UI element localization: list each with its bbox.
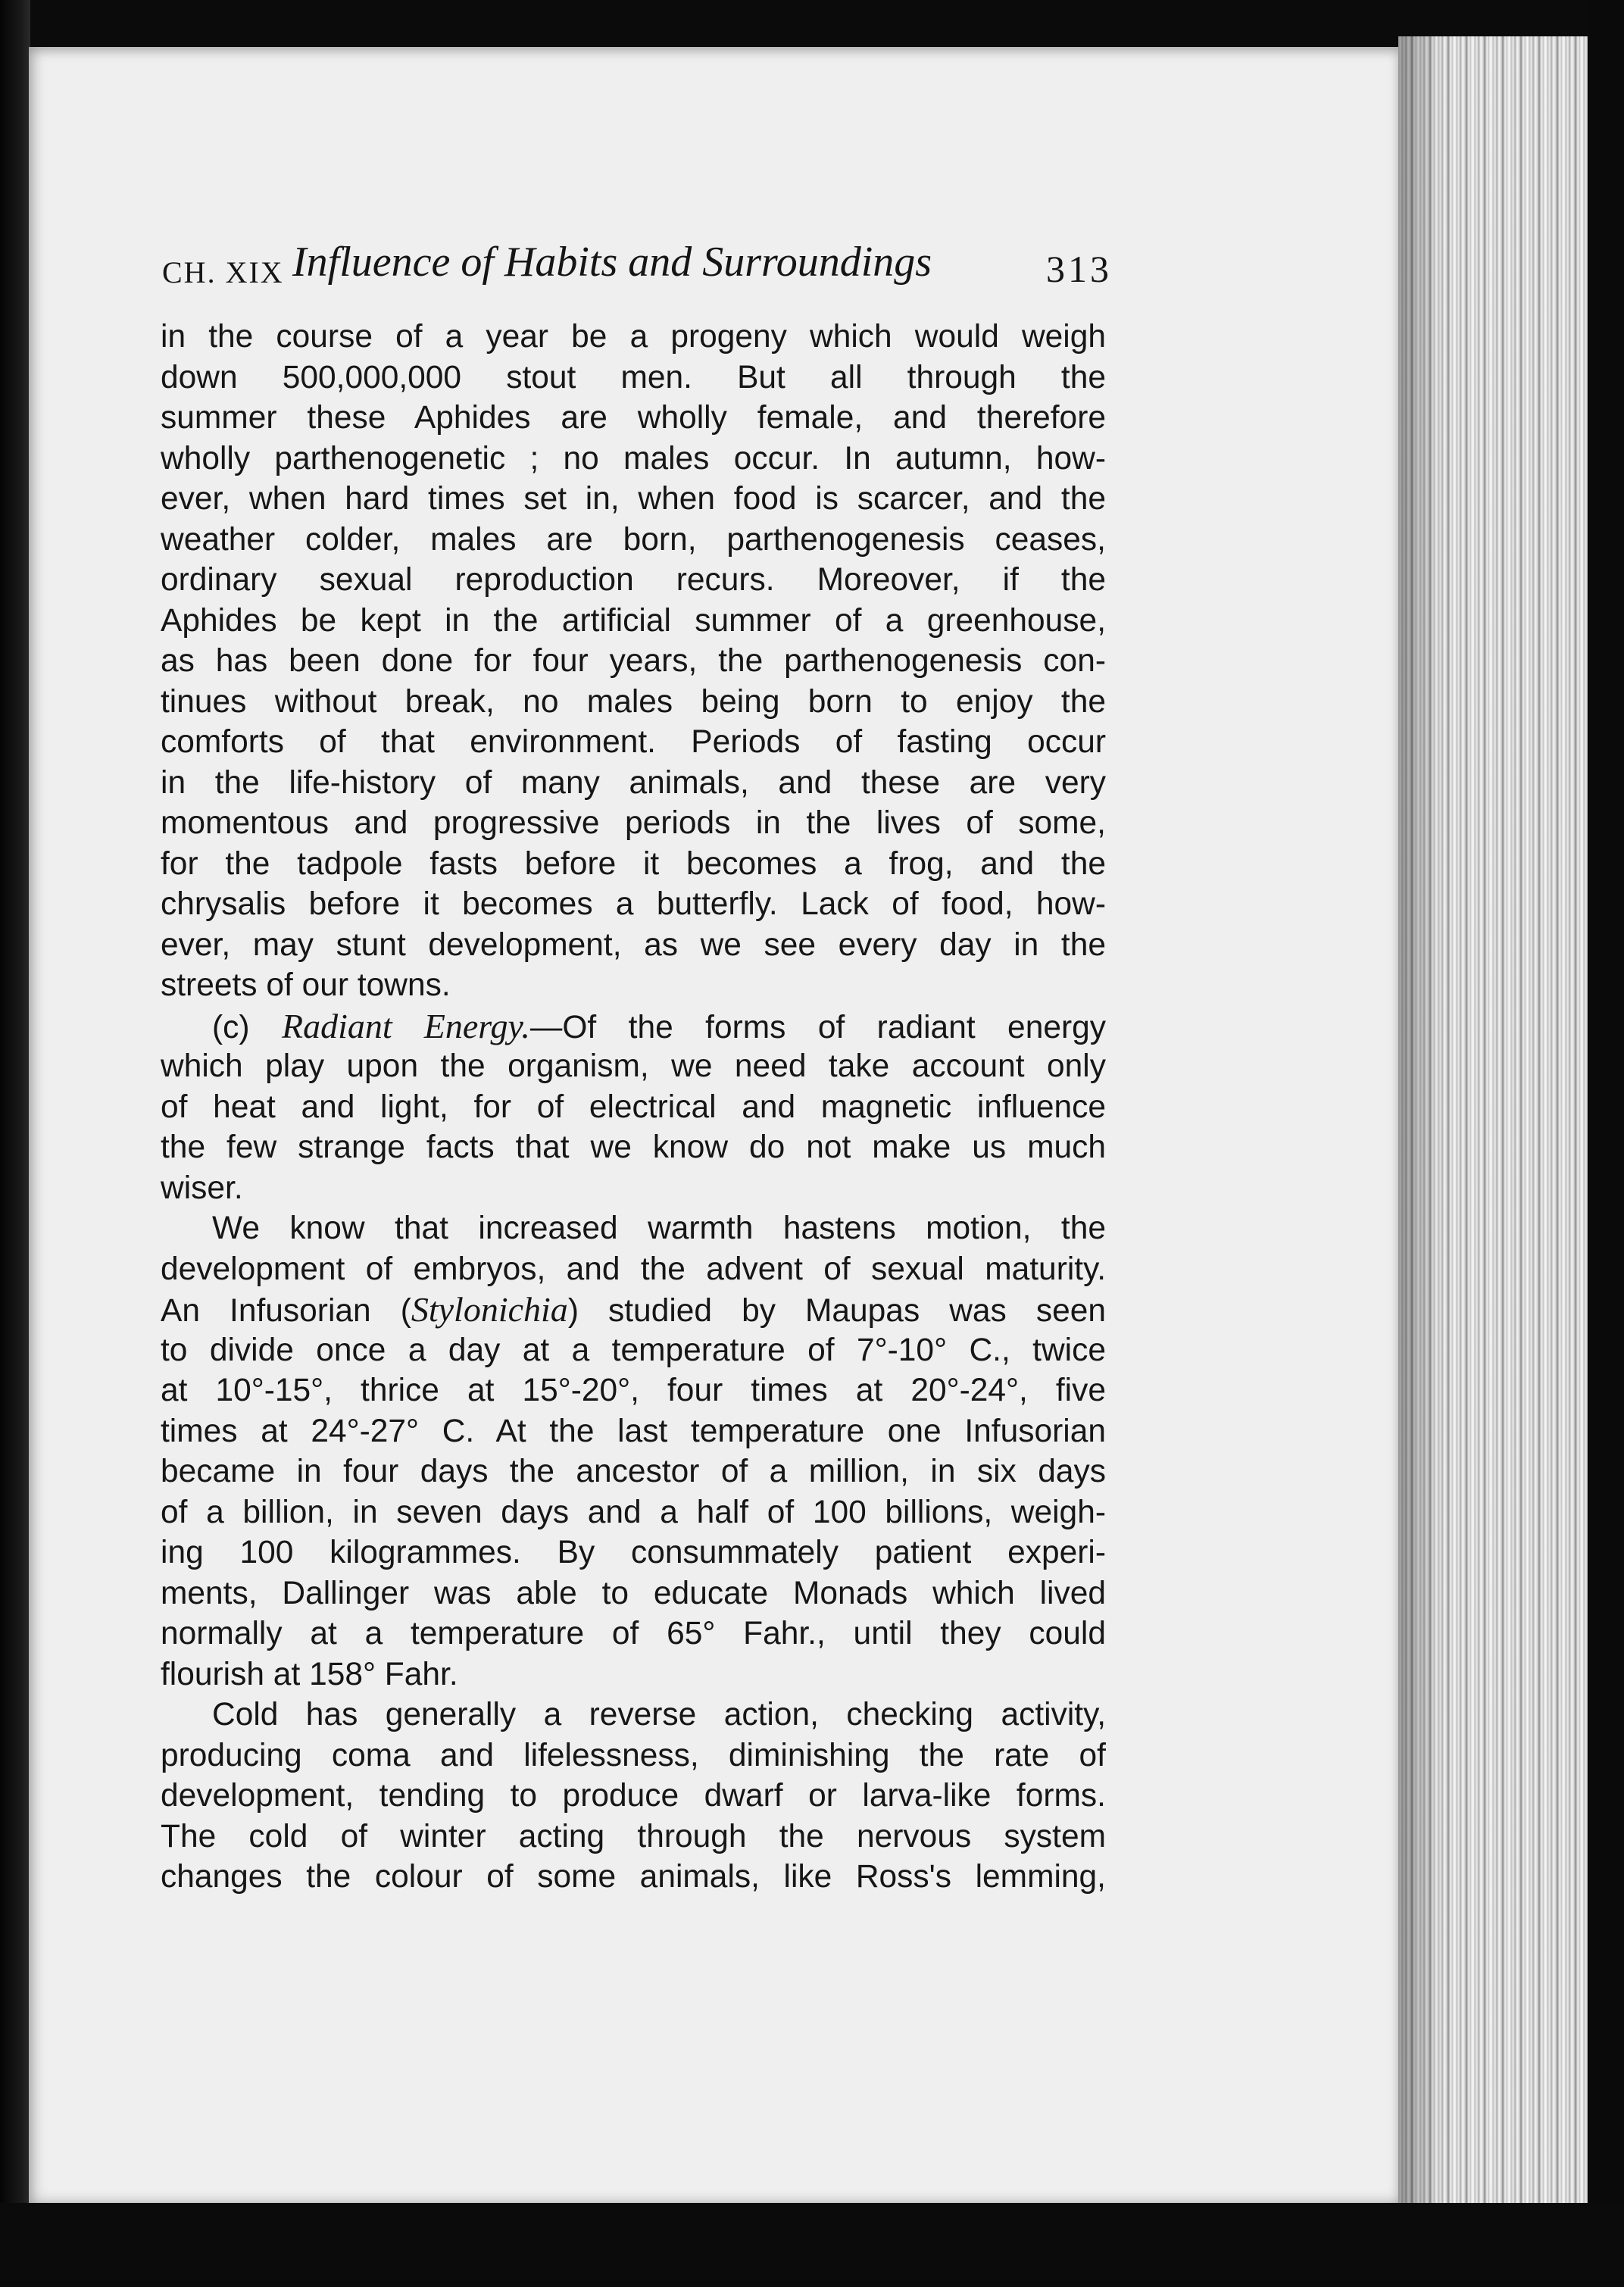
- text-line: [161, 1776, 1106, 1817]
- text-line: [161, 884, 1106, 925]
- text-line-content: flourish at 158° Fahr.: [161, 1656, 458, 1692]
- scanner-right-edge: [1588, 0, 1624, 2287]
- text-line: [161, 1168, 1106, 1209]
- page-number: 313: [1046, 248, 1112, 290]
- text-line: [161, 1817, 1106, 1857]
- text-line: [161, 1127, 1106, 1168]
- text-line: [161, 1370, 1106, 1411]
- text-line: [161, 763, 1106, 804]
- text-line-content: weather colder, males are born, parthenogenesis ceases,: [161, 521, 1106, 558]
- text-line: [161, 560, 1106, 601]
- text-line-content: Cold has generally a reverse action, checking activity,: [212, 1697, 1106, 1732]
- text-line-content: the few strange facts that we know do not make us much: [161, 1129, 1106, 1165]
- text-line-content: streets of our towns.: [161, 967, 451, 1003]
- body-text: [161, 317, 1106, 1898]
- text-line: [161, 641, 1106, 682]
- text-line: [161, 1289, 1106, 1330]
- text-line-content: of heat and light, for of electrical and magnetic influence: [161, 1089, 1106, 1125]
- text-line-content: development, tending to produce dwarf or larva-like forms.: [161, 1778, 1106, 1814]
- text-line-content: times at 24°-27° C. At the last temperature one Infusorian: [161, 1413, 1106, 1449]
- text-line-content: ordinary sexual reproduction recurs. Moreover, if the: [161, 562, 1106, 598]
- text-line-content: We know that increased warmth hastens motion, the: [212, 1211, 1106, 1246]
- text-line-content: to divide once a day at a temperature of 7°-10° C., twice: [161, 1332, 1106, 1368]
- italic-term: Stylonichia: [411, 1290, 568, 1329]
- text-line-content: ) studied by Maupas was seen: [567, 1293, 1106, 1329]
- text-line: [161, 803, 1106, 844]
- text-line-content: as has been done for four years, the parthenogenesis con-: [161, 643, 1106, 679]
- text-line-content: which play upon the organism, we need take account only: [161, 1048, 1106, 1084]
- text-line-content: ever, when hard times set in, when food is scarcer, and the: [161, 481, 1106, 517]
- text-line: [161, 1087, 1106, 1128]
- text-line: [161, 925, 1106, 966]
- text-line: [161, 1492, 1106, 1533]
- text-line: [161, 479, 1106, 520]
- text-line: [161, 1451, 1106, 1492]
- text-line-prefix: An Infusorian (: [161, 1293, 411, 1329]
- text-line: [161, 1411, 1106, 1452]
- running-title: Influence of Habits and Surroundings: [292, 239, 932, 286]
- text-line: [161, 1006, 1106, 1047]
- text-line: [161, 358, 1106, 398]
- text-line: [161, 1654, 1106, 1695]
- text-line-content: comforts of that environment. Periods of fasting occur: [161, 724, 1106, 760]
- text-line-content: chrysalis before it becomes a butterfly. Lack of food, how-: [161, 886, 1106, 922]
- text-line: [161, 1532, 1106, 1573]
- text-line-content: in the life-history of many animals, and these are very: [161, 764, 1106, 801]
- text-line-content: tinues without break, no males being born to enjoy the: [161, 683, 1106, 720]
- text-line-content: summer these Aphides are wholly female, and therefore: [161, 400, 1106, 436]
- text-line-content: for the tadpole fasts before it becomes a frog, and the: [161, 845, 1106, 882]
- text-line: [161, 1249, 1106, 1290]
- text-line-content: ever, may stunt development, as we see every day in the: [161, 926, 1106, 963]
- text-line: [161, 1695, 1106, 1736]
- text-line: [161, 601, 1106, 642]
- text-line: [161, 317, 1106, 358]
- text-line: [161, 1614, 1106, 1654]
- text-line-content: wholly parthenogenetic ; no males occur. In autumn, how-: [161, 440, 1106, 476]
- text-line-content: The cold of winter acting through the nervous system: [161, 1818, 1106, 1854]
- text-line: [161, 1573, 1106, 1614]
- running-header: [162, 235, 1112, 292]
- text-line-content: became in four days the ancestor of a million, in six days: [161, 1454, 1106, 1489]
- text-line-content: ing 100 kilogrammes. By consummately patient experi-: [161, 1535, 1106, 1570]
- text-line: [161, 1736, 1106, 1776]
- scanner-left-edge: [0, 0, 30, 2287]
- text-line: [161, 1046, 1106, 1087]
- chapter-label: CH. XIX: [162, 255, 284, 289]
- text-line-content: —Of the forms of radiant energy: [529, 1009, 1107, 1045]
- text-line-content: down 500,000,000 stout men. But all through the: [161, 359, 1106, 395]
- text-line-content: in the course of a year be a progeny which would weigh: [161, 319, 1106, 355]
- text-line-content: development of embryos, and the advent of sexual maturity.: [161, 1251, 1106, 1287]
- text-line-content: producing coma and lifelessness, diminishing the rate of: [161, 1737, 1106, 1773]
- text-line: [161, 682, 1106, 723]
- text-line: [161, 965, 1106, 1006]
- text-line-prefix: (c): [212, 1009, 282, 1045]
- scanner-bottom-edge: [0, 2203, 1624, 2287]
- text-line: [161, 1330, 1106, 1371]
- text-line: [161, 520, 1106, 561]
- text-line-content: at 10°-15°, thrice at 15°-20°, four times at 20°-24°, five: [161, 1373, 1106, 1408]
- text-line: [161, 398, 1106, 439]
- book-gutter-shadow: [1398, 36, 1444, 2226]
- text-line-content: ments, Dallinger was able to educate Monads which lived: [161, 1575, 1106, 1611]
- text-line: [161, 1857, 1106, 1898]
- text-line: [161, 722, 1106, 763]
- text-line: [161, 844, 1106, 885]
- text-line-content: Aphides be kept in the artificial summer of a greenhouse,: [161, 602, 1106, 639]
- italic-term: Radiant Energy.: [281, 1006, 530, 1045]
- text-line-content: of a billion, in seven days and a half of 100 billions, weigh-: [161, 1494, 1106, 1530]
- text-line: [161, 1208, 1106, 1249]
- text-line-content: momentous and progressive periods in the lives of some,: [161, 805, 1106, 841]
- text-line-content: normally at a temperature of 65° Fahr., until they could: [161, 1616, 1106, 1651]
- text-line-content: changes the colour of some animals, like Ross's lemming,: [161, 1859, 1106, 1895]
- text-line: [161, 439, 1106, 480]
- text-line-content: wiser.: [161, 1170, 243, 1206]
